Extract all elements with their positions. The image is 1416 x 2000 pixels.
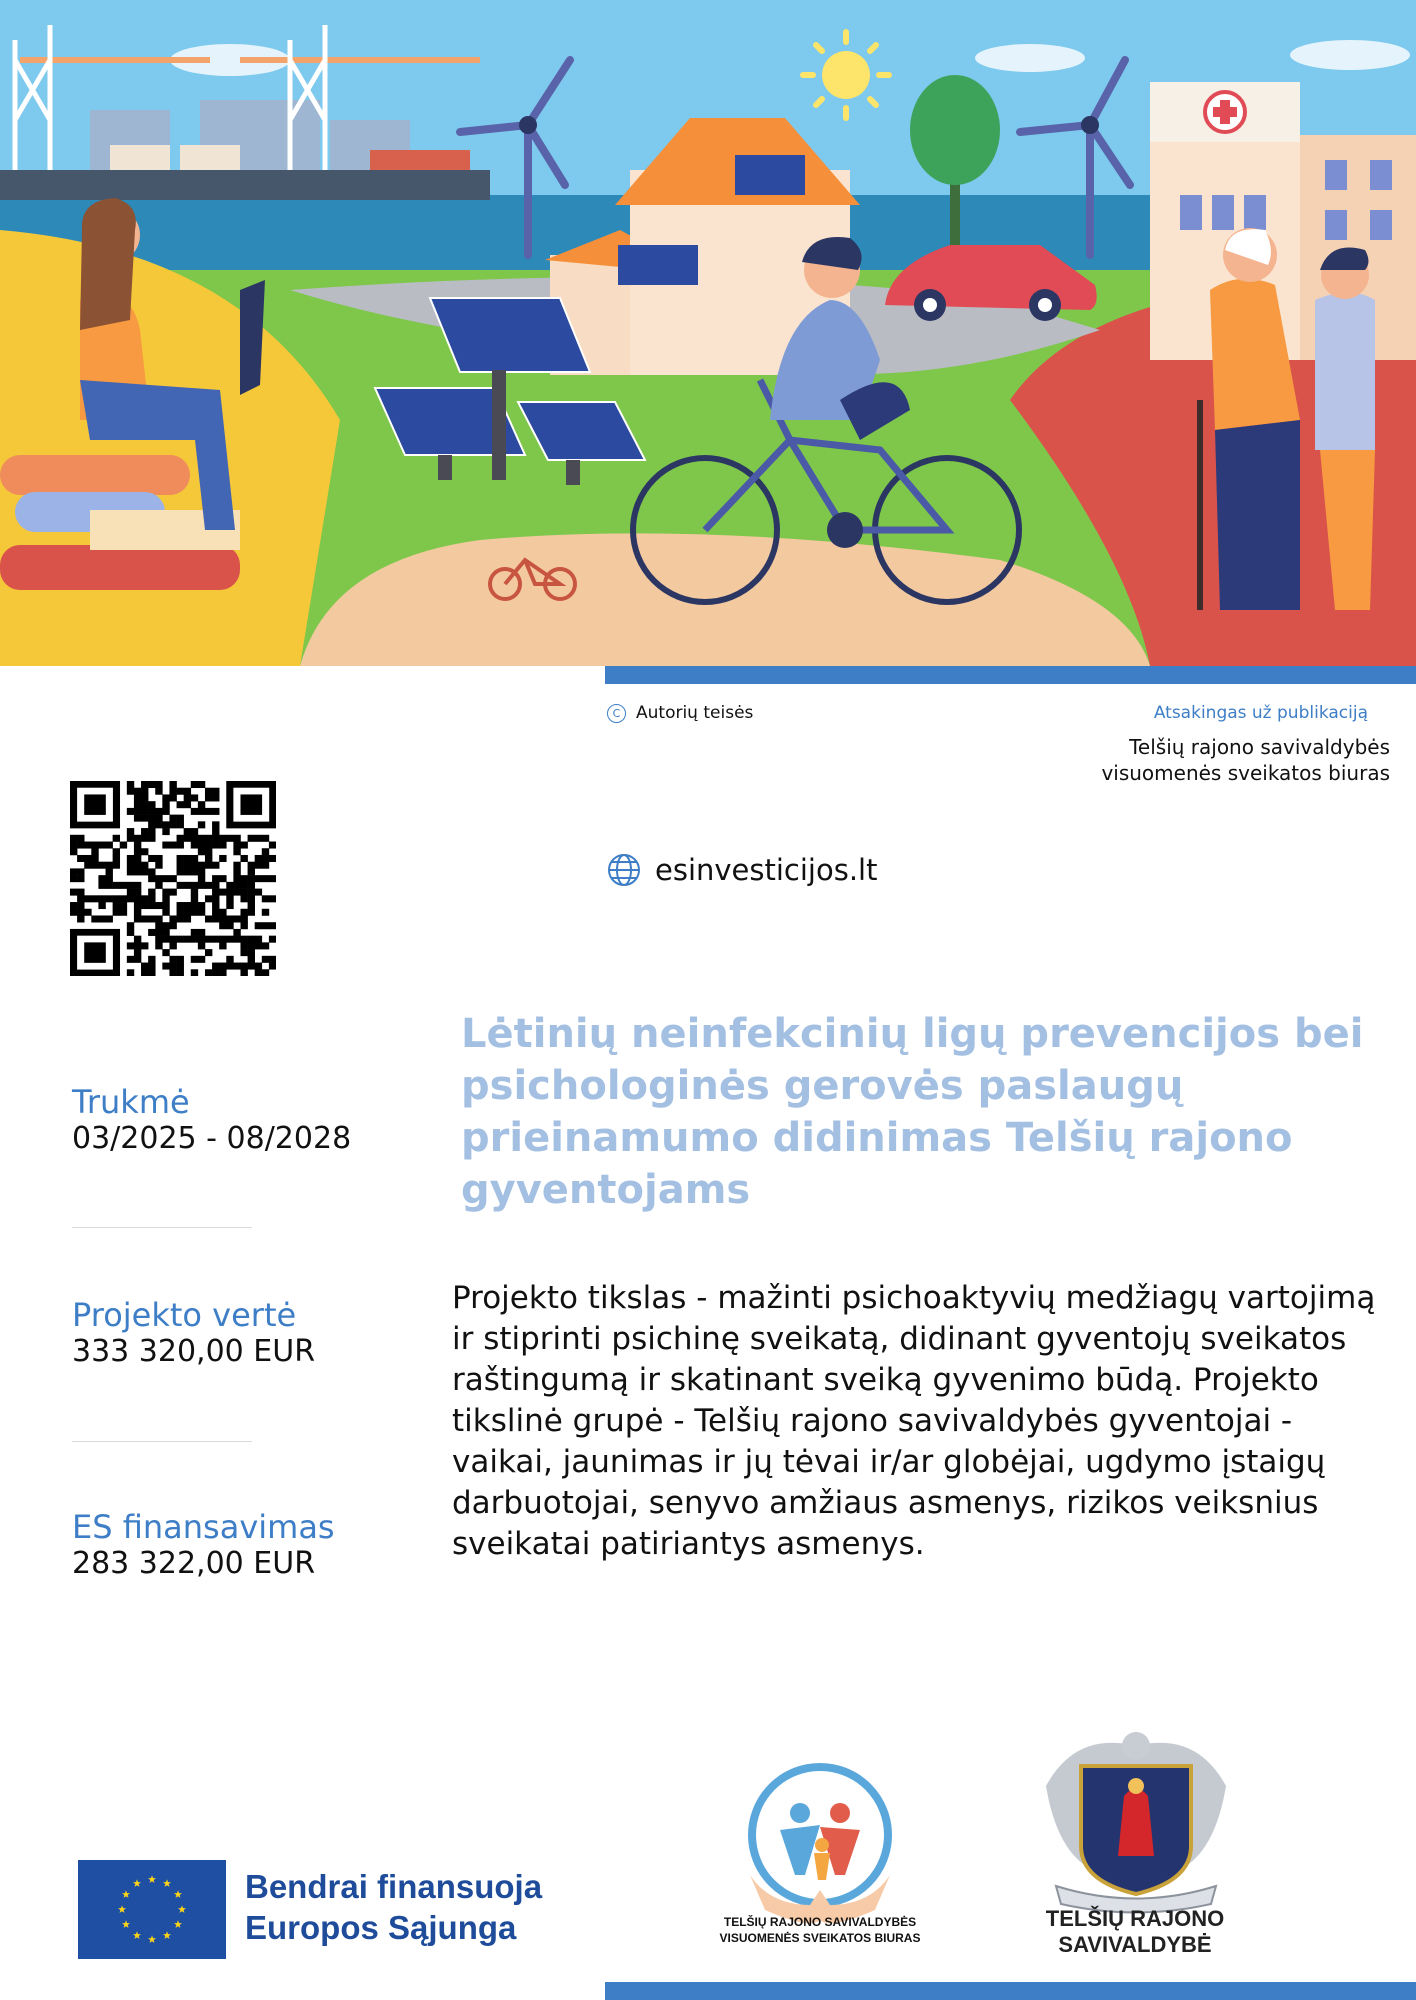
divider bbox=[72, 1441, 252, 1442]
fact-value: 333 320,00 EUR bbox=[72, 1334, 316, 1369]
fact-label: Projekto vertė bbox=[72, 1296, 297, 1334]
vsb-line-1: TELŠIŲ RAJONO SAVIVALDYBĖS bbox=[723, 1915, 917, 1929]
project-title: Lėtinių neinfekcinių ligų prevencijos bei psichologinės gerovės paslaugų prieinamumo didinimas Telšių rajono gyventojams bbox=[461, 1011, 1364, 1213]
fact-value: 283 322,00 EUR bbox=[72, 1546, 316, 1581]
municipality-caption bbox=[990, 1906, 1280, 1958]
eu-line-1: Bendrai finansuoja bbox=[245, 1868, 543, 1905]
eu-cofinancing-text bbox=[245, 1866, 542, 1948]
website-text: esinvesticijos.lt bbox=[655, 853, 878, 887]
copyright-label: Autorių teisės bbox=[636, 703, 754, 723]
project-description: Projekto tikslas - mažinti psichoaktyvių medžiagų vartojimą ir stiprinti psichinę sveikatą, didinant gyventojų sveikatos raštingumą ir skatinant sveiką gyvenimo būdą. Projekto tikslinė grupė - Telšių rajono savivaldybės gyventojai - vaikai, jaunimas ir jų tėvai ir/ar globėjai, ugdymo įstaigų darbuotojai, senyvo amžiaus asmenys, rizikos veiksnius sveikatai patiriantys asmenys. bbox=[452, 1280, 1376, 1562]
copyright bbox=[607, 703, 753, 723]
municipality-line-2: SAVIVALDYBĖ bbox=[1058, 1932, 1212, 1957]
divider bbox=[72, 1227, 252, 1228]
fact-value: 03/2025 - 08/2028 bbox=[72, 1121, 352, 1156]
responsible-name: Telšių rajono savivaldybės visuomenės sveikatos biuras bbox=[1101, 735, 1390, 785]
fact-duration bbox=[72, 1083, 351, 1156]
fact-eu-funding bbox=[72, 1508, 335, 1581]
hero-illustration bbox=[0, 0, 1416, 666]
globe-icon bbox=[607, 853, 641, 887]
qr-code[interactable] bbox=[70, 781, 276, 976]
fact-label: Trukmė bbox=[72, 1083, 190, 1121]
eu-flag-icon bbox=[78, 1860, 226, 1959]
top-accent-bar bbox=[605, 666, 1416, 684]
responsible-label: Atsakingas už publikaciją bbox=[1153, 703, 1368, 723]
vsb-caption bbox=[700, 1914, 940, 1946]
municipality-line-1: TELŠIŲ RAJONO bbox=[1045, 1906, 1225, 1931]
copyright-icon: C bbox=[607, 704, 626, 723]
eu-line-2: Europos Sąjunga bbox=[245, 1909, 517, 1946]
fact-project-value bbox=[72, 1296, 315, 1369]
bottom-accent-bar bbox=[605, 1982, 1416, 2000]
fact-label: ES finansavimas bbox=[72, 1508, 335, 1546]
telsiai-coat-of-arms bbox=[1036, 1726, 1236, 1916]
vsb-line-2: VISUOMENĖS SVEIKATOS BIURAS bbox=[719, 1931, 921, 1945]
website-link[interactable] bbox=[607, 853, 877, 887]
